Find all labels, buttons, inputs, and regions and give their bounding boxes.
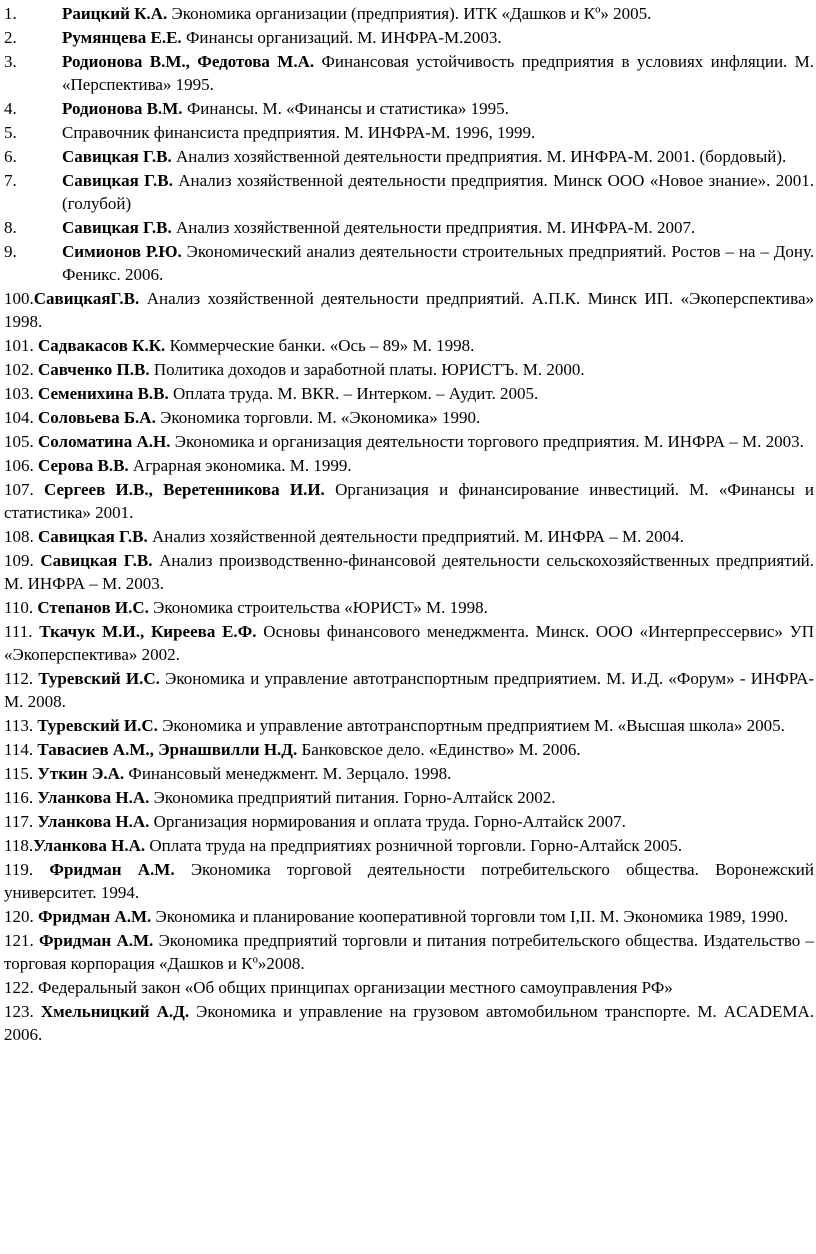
entry-number: 115. [4, 764, 38, 783]
reference-entry-101 [4, 334, 814, 357]
entry-number: 121. [4, 931, 40, 950]
entry-number: 122. [4, 978, 38, 997]
entry-author: Савицкая Г.В. [62, 218, 172, 237]
entry-number: 103. [4, 384, 38, 403]
entry-author: Савицкая Г.В. [38, 527, 148, 546]
entry-text: Финансовый менеджмент. М. Зерцало. 1998. [124, 764, 452, 783]
entry-author: Румянцева Е.Е. [62, 28, 182, 47]
entry-text: Экономика и управление автотранспортным предприятием М. «Высшая школа» 2005. [157, 716, 785, 735]
reference-entry-118 [4, 834, 814, 857]
entry-text: Финансовая устойчивость предприятия в условиях инфляции. М. «Перспектива» 1995. [62, 52, 815, 94]
entry-author: Туревский И.С. [37, 716, 158, 735]
entry-body [62, 50, 814, 96]
entry-author: Родионова В.М. [62, 99, 183, 118]
entry-text: Экономика организации (предприятия). ИТК «Дашков и Кº» 2005. [167, 4, 652, 23]
entry-number: 102. [4, 360, 38, 379]
entry-text: Банковское дело. «Единство» М. 2006. [297, 740, 581, 759]
entry-number: 4. [4, 99, 17, 118]
entry-author: Туревский И.С. [38, 669, 160, 688]
entry-number: 1. [4, 4, 17, 23]
reference-entry-5 [4, 121, 814, 144]
entry-author: СавицкаяГ.В. [33, 289, 140, 308]
entry-number: 112. [4, 669, 39, 688]
entry-body [62, 121, 814, 144]
entry-text: Анализ хозяйственной деятельности предприятия. М. ИНФРА-М. 2007. [171, 218, 696, 237]
entry-author: Уткин Э.А. [37, 764, 125, 783]
entry-number: 108. [4, 527, 38, 546]
entry-author: Родионова В.М., Федотова М.А. [62, 52, 315, 71]
entry-number: 110. [4, 598, 38, 617]
entry-number: 8. [4, 218, 17, 237]
entry-author: Соловьева Б.А. [38, 408, 156, 427]
entry-number: 104. [4, 408, 38, 427]
reference-entry-110 [4, 596, 814, 619]
entry-number: 113. [4, 716, 38, 735]
entry-text: Федеральный закон «Об общих принципах организации местного самоуправления РФ» [38, 978, 673, 997]
reference-entry-114 [4, 738, 814, 761]
entry-author: Уланкова Н.А. [33, 836, 146, 855]
reference-entry-6 [4, 145, 814, 168]
entry-author: Симионов Р.Ю. [62, 242, 182, 261]
reference-entry-120 [4, 905, 814, 928]
entry-author: Савченко П.В. [38, 360, 150, 379]
entry-author: Сергеев И.В., Веретенникова И.И. [44, 480, 325, 499]
entry-number: 118. [4, 836, 34, 855]
entry-text: Экономика и организация деятельности торгового предприятия. М. ИНФРА – М. 2003. [170, 432, 804, 451]
entry-text: Экономика предприятий питания. Горно-Алтайск 2002. [149, 788, 556, 807]
entry-text: Экономика строительства «ЮРИСТ» М. 1998. [148, 598, 488, 617]
entry-number: 5. [4, 123, 17, 142]
entry-author: Уланкова Н.А. [37, 788, 150, 807]
entry-author: Фридман А.М. [39, 931, 154, 950]
reference-entry-103 [4, 382, 814, 405]
entry-text: Анализ хозяйственной деятельности предприятий. А.П.К. Минск ИП. «Экоперспектива» 1998. [4, 289, 814, 331]
reference-entry-2 [4, 26, 814, 49]
entry-number: 7. [4, 171, 17, 190]
entry-text: Финансы организаций. М. ИНФРА-М.2003. [181, 28, 502, 47]
reference-entry-105 [4, 430, 814, 453]
entry-text: Анализ хозяйственной деятельности предприятий. М. ИНФРА – М. 2004. [147, 527, 684, 546]
entry-number: 2. [4, 28, 17, 47]
entry-author: Тавасиев А.М., Эрнашвилли Н.Д. [37, 740, 298, 759]
entry-text: Экономический анализ деятельности строительных предприятий. Ростов – на – Дону. Феникс. 2006. [62, 242, 814, 284]
entry-number: 9. [4, 242, 17, 261]
entry-text: Организация и финансирование инвестиций. М. «Финансы и статистика» 2001. [4, 480, 814, 522]
entry-author: Садвакасов К.К. [38, 336, 166, 355]
entry-body [62, 145, 814, 168]
entry-number: 6. [4, 147, 17, 166]
entry-body [62, 169, 814, 215]
entry-text: Экономика предприятий торговли и питания потребительского общества. Издательство – торговая корпорация «Дашков и Кº»2008. [4, 931, 815, 973]
reference-entry-123 [4, 1000, 814, 1046]
entry-body [62, 97, 814, 120]
reference-entry-119 [4, 858, 814, 904]
entry-text: Экономика и управление на грузовом автомобильном транспорте. М. ACADEMA. 2006. [4, 1002, 815, 1044]
reference-entry-117 [4, 810, 814, 833]
reference-entry-100 [4, 287, 814, 333]
entry-number: 117. [4, 812, 38, 831]
entry-text: Аграрная экономика. М. 1999. [128, 456, 352, 475]
entry-author: Соломатина А.Н. [38, 432, 171, 451]
entry-text: Политика доходов и заработной платы. ЮРИСТЪ. М. 2000. [149, 360, 585, 379]
reference-entry-111 [4, 620, 814, 666]
reference-entry-115 [4, 762, 814, 785]
entry-text: Справочник финансиста предприятия. М. ИНФРА-М. 1996, 1999. [62, 123, 536, 142]
entry-number: 100. [4, 289, 34, 308]
entry-text: Экономика торговли. М. «Экономика» 1990. [155, 408, 481, 427]
entry-text: Экономика и управление автотранспортным предприятием. М. И.Д. «Форум» - ИНФРА-М. 2008. [4, 669, 815, 711]
entry-number: 111. [4, 622, 40, 641]
entry-text: Анализ хозяйственной деятельности предприятия. Минск ООО «Новое знание». 2001. (голубой) [62, 171, 814, 213]
entry-author: Раицкий К.А. [62, 4, 168, 23]
reference-entry-8 [4, 216, 814, 239]
entry-number: 107. [4, 480, 45, 499]
reference-entry-3 [4, 50, 814, 96]
reference-entry-109 [4, 549, 814, 595]
entry-number: 114. [4, 740, 38, 759]
entry-number: 109. [4, 551, 41, 570]
entry-text: Организация нормирования и оплата труда. Горно-Алтайск 2007. [149, 812, 626, 831]
entry-text: Оплата труда на предприятиях розничной торговли. Горно-Алтайск 2005. [145, 836, 683, 855]
reference-entry-106 [4, 454, 814, 477]
entry-number: 120. [4, 907, 38, 926]
entry-number: 106. [4, 456, 38, 475]
reference-entry-9 [4, 240, 814, 286]
entry-author: Фридман А.М. [38, 907, 152, 926]
entry-body [62, 216, 814, 239]
entry-author: Семенихина В.В. [38, 384, 169, 403]
entry-author: Хмельницкий А.Д. [40, 1002, 190, 1021]
entry-author: Савицкая Г.В. [40, 551, 153, 570]
reference-entry-107 [4, 478, 814, 524]
entry-author: Савицкая Г.В. [62, 147, 172, 166]
entry-body [62, 2, 814, 25]
reference-entry-113 [4, 714, 814, 737]
reference-entry-7 [4, 169, 814, 215]
entry-author: Серова В.В. [38, 456, 129, 475]
entry-author: Савицкая Г.В. [62, 171, 173, 190]
entry-number: 123. [4, 1002, 41, 1021]
entry-body [62, 240, 814, 286]
entry-author: Ткачук М.И., Киреева Е.Ф. [39, 622, 257, 641]
entry-number: 101. [4, 336, 38, 355]
reference-entry-121 [4, 929, 814, 975]
entry-number: 105. [4, 432, 38, 451]
entry-text: Финансы. М. «Финансы и статистика» 1995. [182, 99, 509, 118]
entry-author: Уланкова Н.А. [37, 812, 150, 831]
entry-author: Степанов И.С. [37, 598, 149, 617]
entry-text: Экономика и планирование кооперативной торговли том I,II. М. Экономика 1989, 1990. [151, 907, 789, 926]
reference-entry-102 [4, 358, 814, 381]
entry-text: Анализ производственно-финансовой деятельности сельскохозяйственных предприятий. М. ИНФРА – М. 2003. [4, 551, 815, 593]
entry-number: 116. [4, 788, 38, 807]
entry-text: Коммерческие банки. «Ось – 89» М. 1998. [165, 336, 475, 355]
reference-entry-104 [4, 406, 814, 429]
reference-entry-112 [4, 667, 814, 713]
entry-text: Экономика торговой деятельности потребительского общества. Воронежский университет. 1994. [4, 860, 814, 902]
reference-entry-4 [4, 97, 814, 120]
reference-entry-116 [4, 786, 814, 809]
entry-text: Анализ хозяйственной деятельности предприятия. М. ИНФРА-М. 2001. (бордовый). [171, 147, 787, 166]
reference-entry-1 [4, 2, 814, 25]
entry-text: Основы финансового менеджмента. Минск. ООО «Интерпрессервис» УП «Экоперспектива» 2002. [4, 622, 814, 664]
entry-body [62, 26, 814, 49]
entry-number: 3. [4, 52, 17, 71]
entry-text: Оплата труда. М. ВКR. – Интерком. – Аудит. 2005. [168, 384, 539, 403]
entry-author: Фридман А.М. [49, 860, 175, 879]
entry-number: 119. [4, 860, 50, 879]
reference-entry-108 [4, 525, 814, 548]
reference-entry-122 [4, 976, 814, 999]
